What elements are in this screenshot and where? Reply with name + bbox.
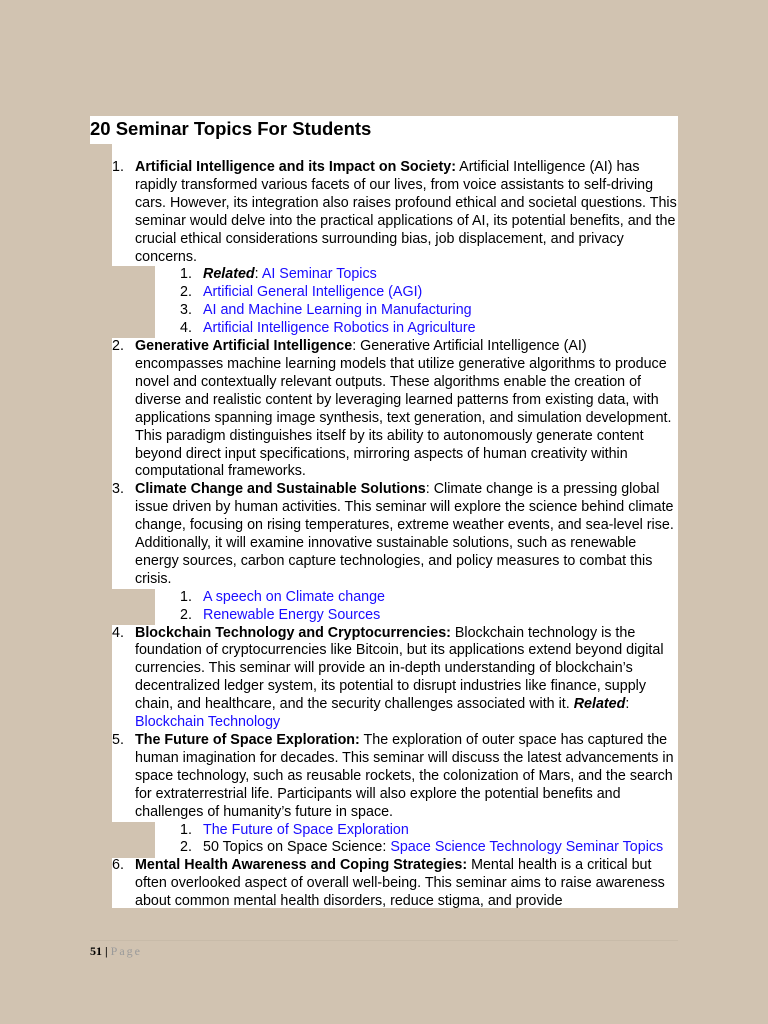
related-item: 4. Artificial Intelligence Robotics in Agriculture: [180, 320, 476, 337]
topic-item-2: [112, 338, 678, 481]
page-label: Page: [110, 944, 142, 958]
topic-number: 4.: [112, 624, 124, 641]
page-footer: 51 | Page: [90, 944, 142, 958]
document-page: [112, 116, 678, 908]
page-title: 20 Seminar Topics For Students: [90, 118, 372, 139]
related-list: [135, 822, 678, 858]
related-link[interactable]: Renewable Energy Sources: [203, 606, 381, 623]
related-link[interactable]: Artificial General Intelligence (AGI): [203, 284, 423, 301]
related-link[interactable]: Artificial Intelligence Robotics in Agriculture: [203, 320, 476, 337]
related-label: Related: [573, 696, 626, 713]
topic-item-6: [112, 857, 678, 908]
topic-list: [112, 159, 678, 908]
related-item: 1. The Future of Space Exploration: [180, 821, 409, 838]
related-link[interactable]: AI Seminar Topics: [261, 266, 377, 283]
related-item: 1. Related: AI Seminar Topics: [180, 266, 377, 283]
topic-text: The exploration of outer space has captured the human imagination for decades. This seminar will discuss the latest advancements in space technology, such as reusable rockets, the colonization of Mars, and the search for extraterrestrial life. Participants will also explore the potential benefits and challenges of humanity’s future in space.: [135, 732, 674, 820]
related-link[interactable]: A speech on Climate change: [203, 588, 386, 605]
topic-text: : Climate change is a pressing global issue driven by human activities. This seminar will explore the science behind climate change, focusing on rising temperatures, extreme weather events, and sea-level rise. Additionally, it will examine innovative sustainable solutions, such as renewable energy sources, carbon capture technologies, and policy measures to combat this crisis.: [135, 481, 674, 587]
related-item: 2. Artificial General Intelligence (AGI): [180, 284, 423, 301]
related-item: 1. A speech on Climate change: [180, 588, 386, 605]
topic-text: Mental health is a critical but often overlooked aspect of overall well-being. This seminar aims to raise awareness about common mental health disorders, reduce stigma, and provide: [135, 857, 665, 908]
topic-number: 1.: [112, 159, 124, 175]
topic-item-5: [112, 732, 678, 857]
topic-heading: Generative Artificial Intelligence: [135, 338, 353, 355]
topic-number: 2.: [112, 338, 124, 355]
topic-number: 3.: [112, 481, 124, 498]
topic-item-3: [112, 481, 678, 624]
related-label: Related: [203, 266, 255, 283]
topic-heading: Climate Change and Sustainable Solutions: [135, 481, 426, 498]
related-list: [135, 266, 678, 338]
topic-item-1: [112, 159, 678, 338]
topic-item-4: 4. Blockchain Technology and Cryptocurrencies: Blockchain technology is the foundation of cryptocurrencies like Bitcoin, but its applications extend beyond digital currencies. This seminar will provide an in-depth understanding of blockchain’s decentralized ledger system, its potential to disrupt industries like finance, supply chain, and healthcare, and the security challenges associated with it. Related: Blockchain Technology: [112, 624, 664, 731]
topic-heading: The Future of Space Exploration:: [135, 732, 360, 748]
related-link[interactable]: Blockchain Technology: [135, 714, 281, 731]
related-item: 2. 50 Topics on Space Science: Space Science Technology Seminar Topics: [180, 839, 664, 856]
topic-text: : Generative Artificial Intelligence (AI) encompasses machine learning models that utilize generative algorithms to produce novel and contextually relevant outputs. These algorithms enable the creation of diverse and realistic content by leveraging learned patterns from existing data, with applications spanning image synthesis, text generation, and simulation development. This paradigm distinguishes itself by its ability to autonomously generate content beyond direct input specifications, mirroring aspects of human creativity within computational frameworks.: [135, 338, 672, 480]
topic-heading: Blockchain Technology and Cryptocurrencies:: [135, 624, 451, 641]
related-link[interactable]: The Future of Space Exploration: [203, 821, 409, 838]
footer-divider: [90, 940, 678, 941]
related-link[interactable]: Space Science Technology Seminar Topics: [390, 839, 664, 856]
topic-heading: Mental Health Awareness and Coping Strategies:: [135, 857, 468, 874]
related-item: 3. AI and Machine Learning in Manufacturing: [180, 302, 472, 319]
topic-number: 6.: [112, 857, 124, 874]
topic-number: 5.: [112, 732, 124, 748]
related-list: [135, 589, 678, 625]
page-number: 51: [90, 944, 102, 958]
topic-text: Blockchain technology is the foundation of cryptocurrencies like Bitcoin, but its applications extend beyond digital currencies. This seminar will provide an in-depth understanding of blockchain’s decentralized ledger system, its potential to disrupt industries like finance, supply chain, and healthcare, and the security challenges associated with it.: [135, 624, 664, 713]
related-link[interactable]: AI and Machine Learning in Manufacturing: [203, 302, 472, 319]
related-item: 2. Renewable Energy Sources: [180, 606, 381, 623]
topic-heading: Artificial Intelligence and its Impact on Society:: [135, 159, 456, 175]
topic-text: Artificial Intelligence (AI) has rapidly transformed various facets of our lives, from voice assistants to self-driving cars. However, its integration also raises profound ethical and societal questions. This seminar would delve into the practical applications of AI, its potential benefits, and the crucial ethical considerations surrounding bias, job displacement, and privacy concerns.: [135, 159, 677, 265]
